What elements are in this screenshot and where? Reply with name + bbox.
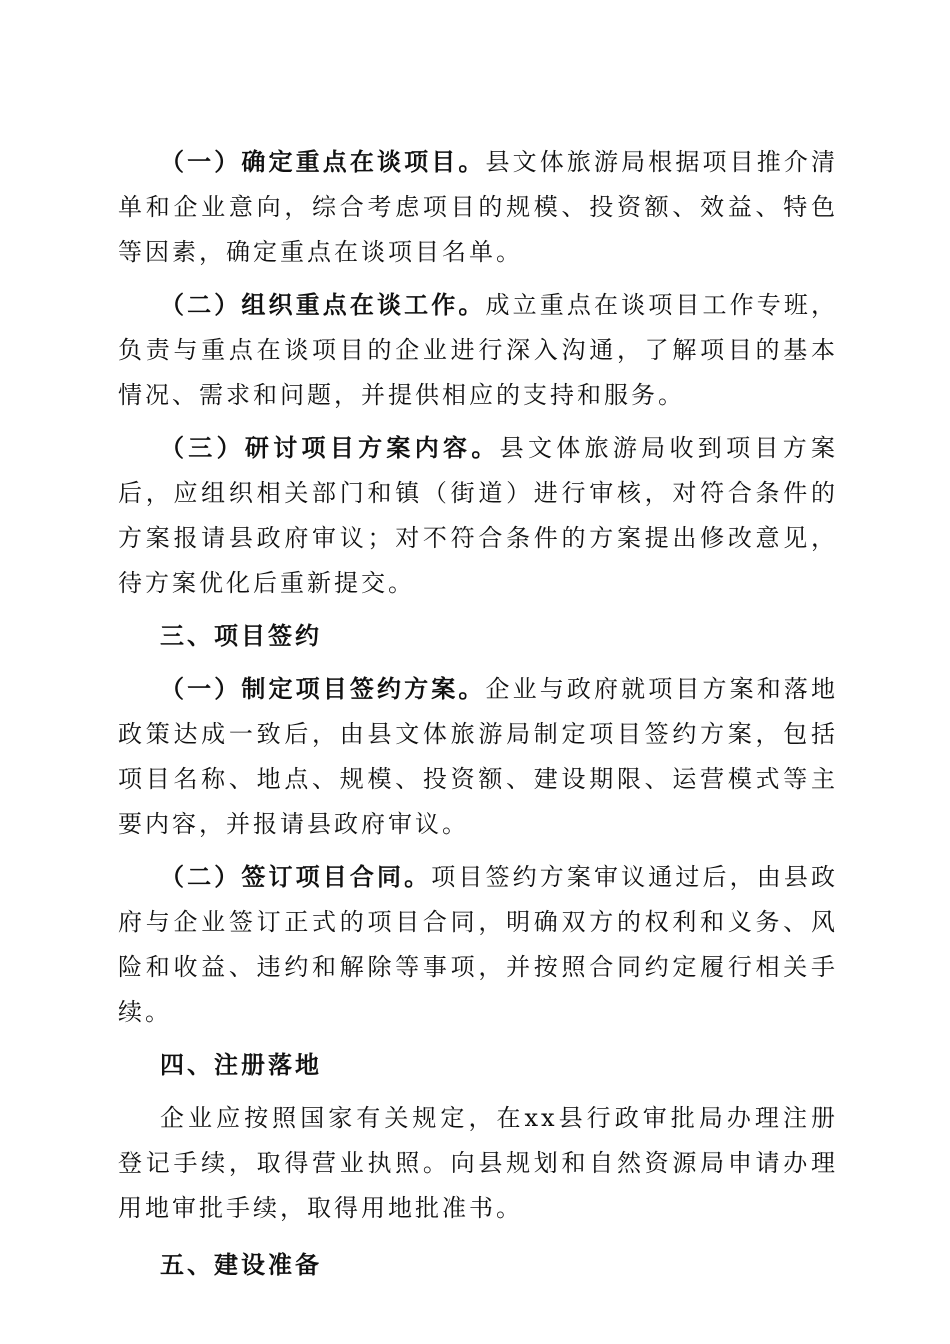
section-heading-4: 四、注册落地: [160, 1051, 322, 1079]
paragraph-1-text: 县文体旅游局根据项目推介清单和企业意向，综合考虑项目的规模、投资额、效益、特色等因素，确定重点在谈项目名单。: [118, 148, 838, 266]
paragraph-2-lead: （二）组织重点在谈工作。: [160, 291, 486, 319]
section-heading-3: 三、项目签约: [160, 622, 322, 650]
section-3-paragraph-1: [118, 667, 838, 847]
section-4-paragraph: [118, 1096, 838, 1231]
paragraph-2: [118, 283, 838, 418]
paragraph-2-text: 成立重点在谈项目工作专班，负责与重点在谈项目的企业进行深入沟通，了解项目的基本情况、需求和问题，并提供相应的支持和服务。: [118, 291, 838, 409]
section-3-paragraph-2: [118, 855, 838, 1035]
paragraph-3-lead: （三）研讨项目方案内容。: [160, 434, 500, 462]
paragraph-1-lead: （一）确定重点在谈项目。: [160, 148, 486, 176]
section-heading-5: 五、建设准备: [160, 1251, 322, 1279]
paragraph-3-text: 县文体旅游局收到项目方案后，应组织相关部门和镇（街道）进行审核，对符合条件的方案报请县政府审议；对不符合条件的方案提出修改意见，待方案优化后重新提交。: [118, 434, 839, 597]
section-3-paragraph-1-lead: （一）制定项目签约方案。: [160, 675, 486, 703]
section-3-paragraph-2-lead: （二）签订项目合同。: [160, 863, 432, 891]
section-4-paragraph-text: 企业应按照国家有关规定，在xx县行政审批局办理注册登记手续，取得营业执照。向县规划和自然资源局申请办理用地审批手续，取得用地批准书。: [118, 1104, 838, 1222]
paragraph-1: [118, 140, 838, 275]
section-3-paragraph-2-text: 项目签约方案审议通过后，由县政府与企业签订正式的项目合同，明确双方的权利和义务、风险和收益、违约和解除等事项，并按照合同约定履行相关手续。: [118, 863, 838, 1026]
section-3-paragraph-1-text: 企业与政府就项目方案和落地政策达成一致后，由县文体旅游局制定项目签约方案，包括项目名称、地点、规模、投资额、建设期限、运营模式等主要内容，并报请县政府审议。: [118, 675, 838, 838]
document-page: [118, 140, 838, 1288]
paragraph-3: [118, 426, 838, 606]
